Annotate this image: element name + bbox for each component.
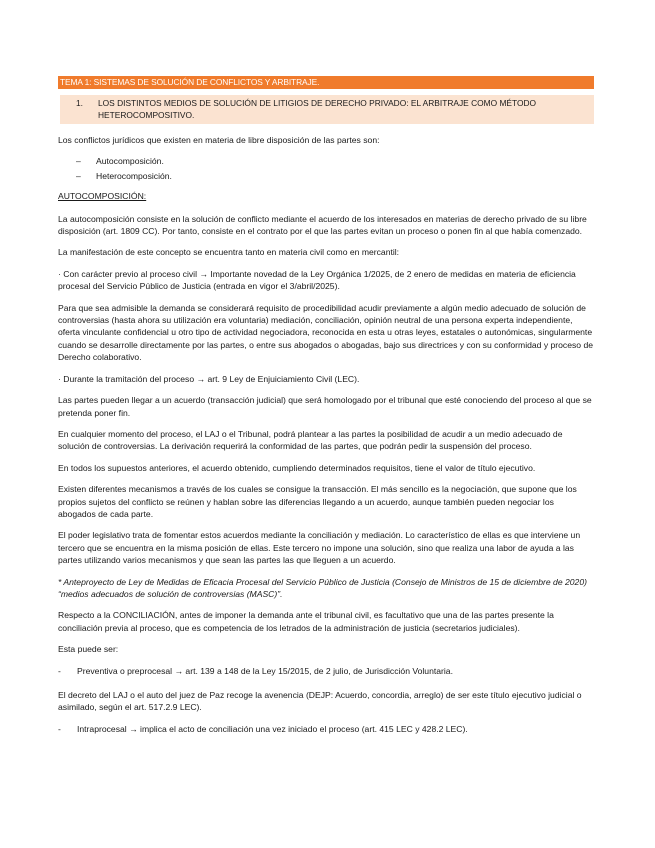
paragraph: Esta puede ser:: [58, 644, 119, 655]
paragraph: Para que sea admisible la demanda se considerará requisito de procedibilidad acudir previamente a algún medio adecuado de solución de controversias (hasta ahora su utilización era voluntaria) mediación, conciliación, opinión neutral de una persona experta independiente, oferta vinculante confidencial u otro tipo de actividad negociadora, reconocida en esta u otras leyes, estatales o autonómicas, singularmente cuando se desarrolle directamente por las partes, o entre sus abogados o abogadas, bajo sus directrices y con su conformidad y proceso de Derecho colaborativo.: [58, 302, 594, 363]
paragraph: La autocomposición consiste en la solución de conflicto mediante el acuerdo de los interesados en materias de derecho privado de su libre disposición (art. 1809 CC). Por tanto, consiste en el contrato por el que las partes evitan un proceso o ponen fin al que había comenzado.: [58, 213, 587, 237]
paragraph: Respecto a la CONCILIACIÓN, antes de imponer la demanda ante el tribunal civil, es facultativo que una de las partes presente la conciliación previa al proceso, que es competencia de los letrados de la administración de justicia (secretarios judiciales).: [58, 610, 554, 633]
bullet-preventiva: [58, 665, 594, 677]
paragraph: Las partes pueden llegar a un acuerdo (transacción judicial) que será homologado por el tribunal que esté conociendo del proceso al que se pretenda poner fin.: [58, 395, 592, 418]
bullet-dash: -: [58, 665, 61, 676]
intro-list: [58, 155, 594, 182]
bullet-intraprocesal: [58, 723, 594, 735]
section-title: LOS DISTINTOS MEDIOS DE SOLUCIÓN DE LITIGIOS DE DERECHO PRIVADO: EL ARBITRAJE COMO MÉTODO HETEROCOMPOSITIVO.: [98, 98, 537, 120]
theme-title: TEMA 1: SISTEMAS DE SOLUCIÓN DE CONFLICTOS Y ARBITRAJE.: [58, 76, 594, 89]
list-dash: –: [76, 156, 81, 167]
paragraph: El decreto del LAJ o el auto del juez de Paz recoge la avenencia (DEJP: Acuerdo, concordia, arreglo) de ser este título ejecutivo judicial o asimilado, según el art. 517.2.9 LEC).: [58, 690, 582, 713]
footnote-paragraph: * Anteproyecto de Ley de Medidas de Eficacia Procesal del Servicio Público de Justicia (Consejo de Ministros de 15 de diciembre de 2020) “medios adecuados de solución de controversias (MASC)”.: [58, 576, 587, 599]
paragraph: En cualquier momento del proceso, el LAJ o el Tribunal, podrá plantear a las partes la posibilidad de acudir a un medio adecuado de solución de controversias. La derivación requerirá la conformidad de las partes, que podrán pedir la suspensión del proceso.: [58, 428, 563, 452]
list-item: [58, 155, 594, 167]
bullet-text: Preventiva o preprocesal → art. 139 a 148 de la Ley 15/2015, de 2 julio, de Jurisdicción Voluntaria.: [77, 665, 453, 676]
paragraph: La manifestación de este concepto se encuentra tanto en materia civil como en mercantil:: [58, 247, 400, 258]
list-item-text: Heterocomposición.: [96, 170, 172, 181]
document-body: [58, 76, 594, 747]
section-heading: [60, 95, 594, 124]
paragraph: Existen diferentes mecanismos a través de los cuales se consigue la transacción. El más sencillo es la negociación, que supone que los propios sujetos del conflicto se reúnen y hablan sobre las diferencias llegando a un acuerdo, aunque también pueden negociar los abogados de cada parte.: [58, 484, 577, 519]
paragraph: En todos los supuestos anteriores, el acuerdo obtenido, cumpliendo determinados requisitos, tiene el valor de título ejecutivo.: [58, 462, 536, 473]
autocomposicion-heading: AUTOCOMPOSICIÓN:: [58, 191, 147, 202]
bullet-dash: -: [58, 723, 61, 734]
bullet-text: Intraprocesal → implica el acto de conciliación una vez iniciado el proceso (art. 415 LEC y 428.2 LEC).: [77, 723, 468, 734]
list-dash: –: [76, 170, 81, 181]
list-item-text: Autocomposición.: [96, 156, 164, 167]
intro-paragraph: Los conflictos jurídicos que existen en materia de libre disposición de las partes son:: [58, 135, 380, 145]
section-number: 1.: [76, 98, 83, 108]
paragraph: El poder legislativo trata de fomentar estos acuerdos mediante la conciliación y mediación. Lo característico de ellas es que interviene un tercero que se encuentra en la misma posición de ellas. Este tercero no impone una solución, sino que realiza una labor de ayuda a las partes utilizando varios mecanismos y que sean las partes las que lleguen a un acuerdo.: [58, 530, 581, 566]
list-item: [58, 170, 594, 182]
paragraph: · Con carácter previo al proceso civil → Importante novedad de la Ley Orgánica 1/2025, de 2 enero de medidas en materia de eficiencia procesal del Servicio Público de Justicia (entrada en vigor el 3/abril/2025).: [58, 268, 576, 292]
paragraph: · Durante la tramitación del proceso → art. 9 Ley de Enjuiciamiento Civil (LEC).: [58, 373, 360, 384]
